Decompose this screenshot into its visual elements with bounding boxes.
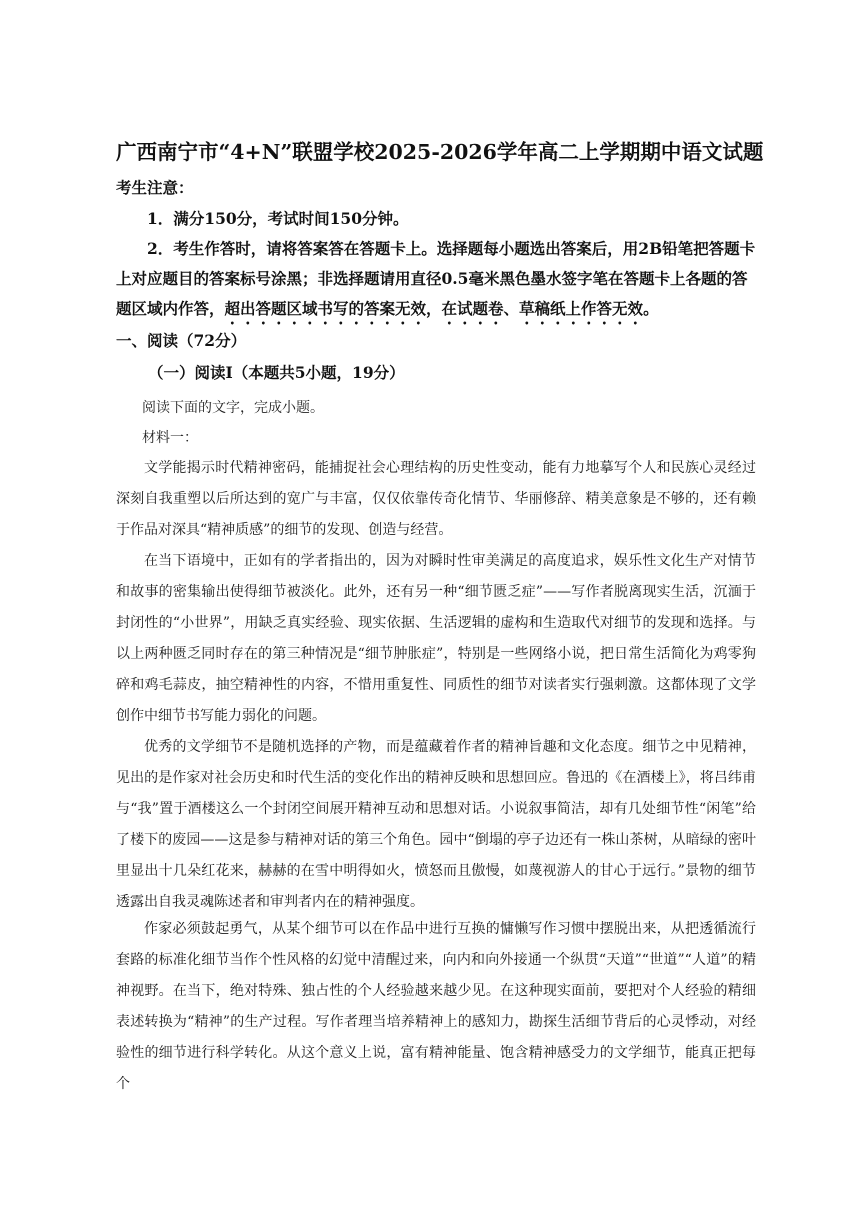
notice-separator: ， [426, 299, 442, 318]
paragraph-3: 优秀的文学细节不是随机选择的产物，而是蕴藏着作者的精神旨趣和文化态度。细节之中见精神，见出的是作家对社会历史和时代生活的变化作出的精神反映和思想回应。鲁迅的《在酒楼上》，将吕纬甫与“我”置于酒楼这么一个封闭空间展开精神互动和思想对话。小说叙事简洁，却有几处细节性“闲笔”给了楼下的废园——这是参与精神对话的第三个角色。园中“倒塌的亭子边还有一株山茶树，从暗绿的密叶里显出十几朵红花来，赫赫的在雪中明得如火，愤怒而且傲慢，如蔑视游人的甘心于远行。”景物的细节透露出自我灵魂陈述者和审判者内在的精神强度。 [116, 739, 756, 911]
subsection-heading-reading-1: （一）阅读Ⅰ（本题共5小题，19分） [148, 363, 405, 382]
material-label: 材料一： [142, 430, 198, 446]
notice-item-2-text: 2．考生作答时，请将答案答在答题卡上。选择题每小题选出答案后，用2B铅笔把答题卡上对应题目的答案标号涂黑；非选择题请用直径0.5毫米黑色墨水签字笔在答题卡上各题的答题区域内作答， [116, 239, 756, 318]
paragraph-1: 文学能揭示时代精神密码，能捕捉社会心理结构的历史性变动，能有力地摹写个人和民族心灵经过深刻自我重塑以后所达到的宽广与丰富，仅仅依靠传奇化情节、华丽修辞、精美意象是不够的，还有赖于作品对深具“精神质感”的细节的发现、创造与经营。 [116, 460, 756, 539]
paragraph-4: 作家必须鼓起勇气，从某个细节可以在作品中进行互换的慵懒写作习惯中摆脱出来，从把透循流行套路的标准化细节当作个性风格的幻觉中清醒过来，向内和向外接通一个纵贯“天道”“世道”“人道”的精神视野。在当下，绝对特殊、独占性的个人经验越来越少见。在这种现实面前，要把对个人经验的精细表述转换为“精神”的生产过程。写作者理当培养精神上的感知力，勘探生活细节背后的心灵悸动，对经验性的细节进行科学转化。从这个意义上说，富有精神能量、饱含精神感受力的文学细节，能真正把每个 [116, 921, 756, 1093]
notice-emphasis-draft-paper: 在试题卷、草稿纸上作答无效 [441, 299, 644, 318]
notice-end: 。 [643, 299, 659, 318]
section-heading-reading: 一、阅读（72分） [116, 331, 247, 350]
exam-title: 广西南宁市“4+N”联盟学校2025-2026学年高二上学期期中语文试题 [116, 140, 764, 164]
notice-item-1: 1．满分150分，考试时间150分钟。 [147, 209, 409, 228]
paragraph-2: 在当下语境中，正如有的学者指出的，因为对瞬时性审美满足的高度追求，娱乐性文化生产对情节和故事的密集输出使得细节被淡化。此外，还有另一种“细节匮乏症”——写作者脱离现实生活，沉湎于封闭性的“小世界”，用缺乏真实经验、现实依据、生活逻辑的虚构和生造取代对细节的发现和选择。与以上两种匮乏同时存在的第三种情况是“细节肿胀症”，特别是一些网络小说，把日常生活简化为鸡零狗碎和鸡毛蒜皮，抽空精神性的内容，不惜用重复性、同质性的细节对读者实行强刺激。这都体现了文学创作中细节书写能力弱化的问题。 [116, 553, 756, 725]
notice-emphasis-out-of-area: 超出答题区域书写的答案无效 [224, 299, 427, 318]
notice-heading: 考生注意： [116, 178, 194, 197]
notice-item-2 [116, 234, 756, 328]
reading-instruction: 阅读下面的文字，完成小题。 [142, 400, 324, 416]
